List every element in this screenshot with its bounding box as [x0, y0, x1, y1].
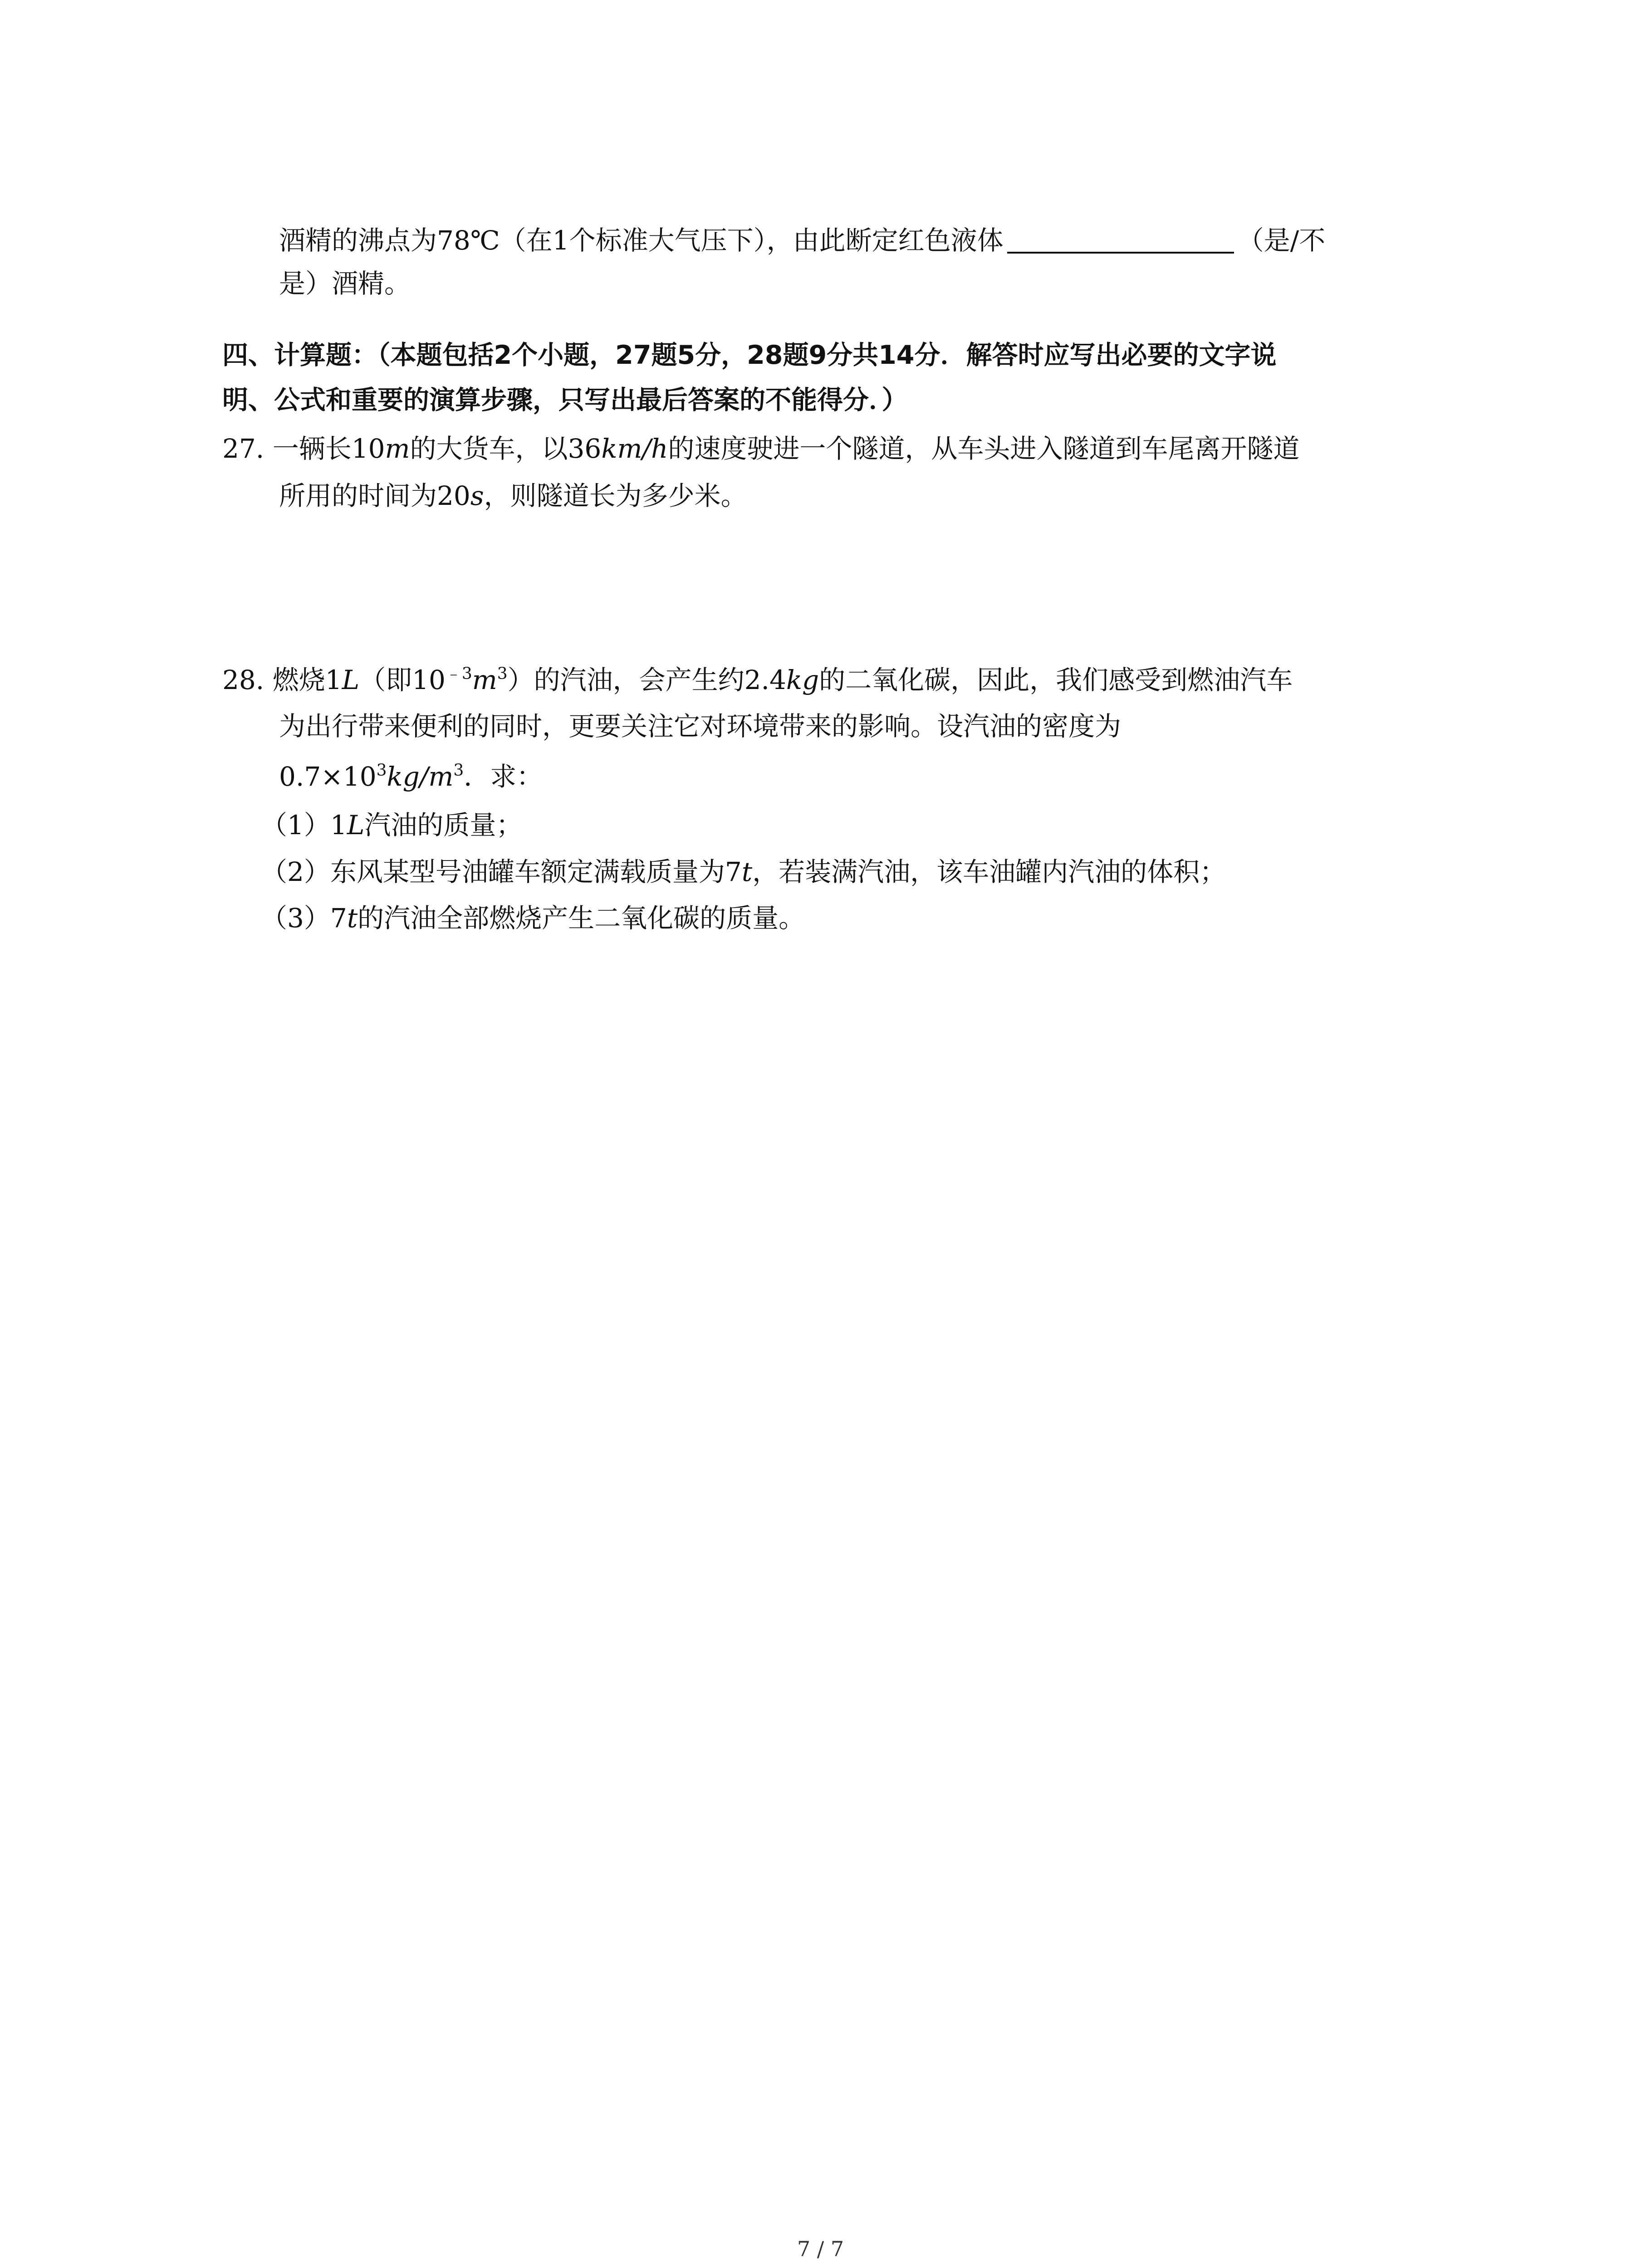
q26-line-2 [279, 270, 411, 297]
unit-slash: / [419, 761, 429, 792]
q28-text: ．求： [464, 761, 543, 792]
exponent: 3 [376, 761, 387, 780]
exponent: 3 [453, 761, 464, 780]
q27-text: ，则隧道长为多少米。 [484, 480, 747, 511]
q27-text: 的速度驶进一个隧道，从车头进入隧道到车尾离开隧道 [668, 433, 1300, 464]
q28-line-1 [222, 664, 1293, 695]
q28-text: ，若装满汽油，该车油罐内汽油的体积； [752, 856, 1226, 887]
exponent: 3 [497, 664, 508, 683]
unit-kg: kg [786, 665, 819, 695]
q28-text: （1）1 [261, 810, 347, 841]
q27-text: 所用的时间为20 [279, 480, 470, 511]
q26-line-1 [279, 225, 1325, 254]
q28-text: （2）东风某型号油罐车额定满载质量为7 [261, 856, 742, 887]
q28-line-2 [279, 711, 1122, 742]
exponent: ﹣3 [445, 664, 472, 683]
q27-text: 的大货车，以36 [410, 433, 602, 464]
section-heading-text-2: 明、公式和重要的演算步骤，只写出最后答案的不能得分．） [222, 385, 908, 415]
q28-text: 的汽油全部燃烧产生二氧化碳的质量。 [358, 903, 805, 934]
q28-number: 28. [222, 665, 265, 695]
unit-s: s [470, 480, 484, 511]
q27-number: 27. [222, 433, 265, 464]
unit-m: m [385, 433, 410, 464]
q27-text: 一辆长10 [272, 433, 385, 464]
section-heading-line-1 [222, 342, 1276, 368]
unit-t: t [741, 856, 753, 887]
q28-text: ）的汽油，会产生约2.4 [507, 665, 786, 695]
q28-line-3 [279, 763, 543, 790]
unit-L: L [342, 665, 360, 695]
unit-m: m [428, 761, 454, 792]
section-heading-text-1: 四、计算题：（本题包括2个小题，27题5分，28题9分共14分．解答时应写出必要的文字说 [222, 340, 1277, 370]
q28-text: 燃烧1 [272, 665, 342, 695]
q28-part-2 [261, 856, 1226, 887]
q28-text: 的二氧化碳，因此，我们感受到燃油汽车 [819, 665, 1293, 695]
unit-kg: kg [387, 761, 420, 792]
q26-text-line-2: 是）酒精。 [279, 268, 411, 299]
section-heading-line-2 [222, 387, 908, 413]
q28-text: 为出行带来便利的同时，更要关注它对环境带来的影响。设汽油的密度为 [279, 711, 1122, 742]
unit-L: L [347, 810, 365, 841]
answer-blank[interactable] [1007, 225, 1234, 254]
unit-t: t [347, 903, 358, 934]
q28-part-3 [261, 903, 805, 934]
q27-line-1 [222, 435, 1299, 462]
page-number: 7 / 7 [797, 2237, 844, 2261]
q26-text-before-blank: 酒精的沸点为78℃（在1个标准大气压下），由此断定红色液体 [279, 225, 1004, 256]
q28-part-1 [261, 810, 523, 841]
q28-text: 汽油的质量； [364, 810, 523, 841]
unit-m: m [472, 665, 497, 695]
q28-text: （即10 [359, 665, 446, 695]
q26-text-after-blank: （是/不 [1237, 225, 1326, 256]
q28-text: 0.7×10 [279, 761, 377, 792]
q28-text: （3）7 [261, 903, 347, 934]
unit-kmh: km/h [601, 433, 668, 464]
q27-line-2 [279, 480, 747, 511]
